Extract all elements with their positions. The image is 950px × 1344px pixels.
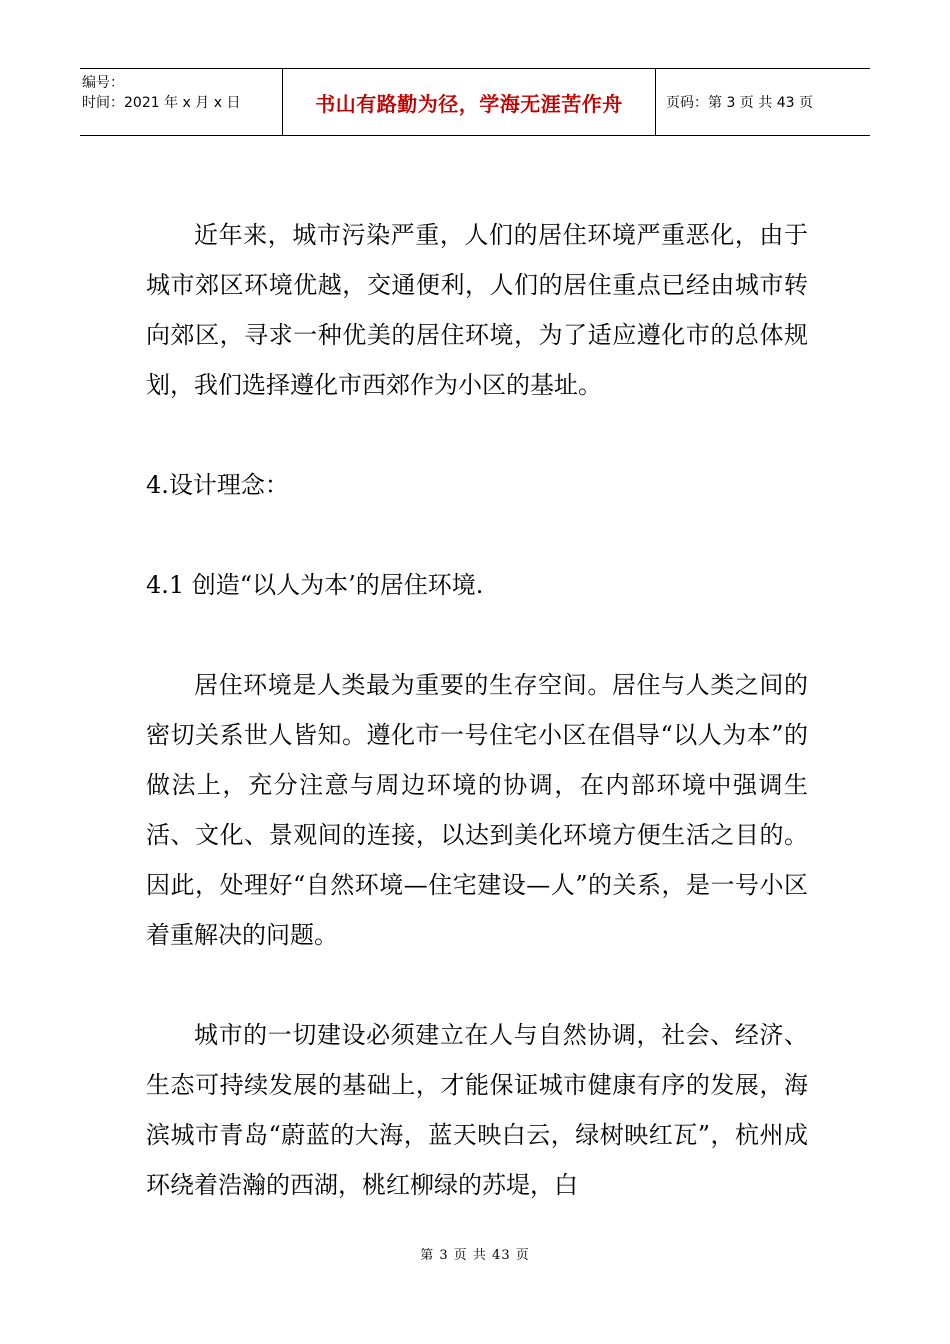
document-body: [146, 210, 808, 1210]
page-header: [80, 68, 870, 136]
section-heading-4-1: 4.1 创造“以人为本’的居住环境.: [146, 571, 484, 599]
paragraph-gap: [146, 960, 808, 1010]
header-page-info: 页码：第 3 页 共 43 页: [666, 95, 813, 111]
header-page-cell: [656, 69, 870, 135]
paragraph-3: 城市的一切建设必须建立在人与自然协调，社会、经济、生态可持续发展的基础上，才能保证城市健康有序的发展，海滨城市青岛“蔚蓝的大海，蓝天映白云，绿树映红瓦”，杭州成环绕着浩瀚的西湖，桃红柳绿的苏堤，白: [146, 1021, 808, 1199]
paragraph-gap: [146, 610, 808, 660]
document-number-label: 编号：: [82, 75, 124, 91]
paragraph-1: 近年来，城市污染严重，人们的居住环境严重恶化，由于城市郊区环境优越，交通便利，人们的居住重点已经由城市转向郊区，寻求一种优美的居住环境，为了适应遵化市的总体规划，我们选择遵化市西郊作为小区的基址。: [146, 221, 808, 399]
header-motto-cell: [283, 69, 656, 135]
paragraph-gap: [146, 510, 808, 560]
section-heading-4: 4.设计理念：: [146, 471, 289, 499]
header-motto: 书山有路勤为径，学海无涯苦作舟: [315, 91, 623, 116]
page-footer: 第 3 页 共 43 页: [420, 1248, 530, 1263]
paragraph-2: 居住环境是人类最为重要的生存空间。居住与人类之间的密切关系世人皆知。遵化市一号住宅小区在倡导“以人为本”的做法上，充分注意与周边环境的协调，在内部环境中强调生活、文化、景观间的连接，以达到美化环境方便生活之目的。因此，处理好“自然环境—住宅建设—人”的关系，是一号小区着重解决的问题。: [146, 671, 808, 949]
header-meta-cell: [80, 69, 283, 135]
document-date: 时间：2021 年 x 月 x 日: [82, 95, 241, 111]
paragraph-gap: [146, 410, 808, 460]
